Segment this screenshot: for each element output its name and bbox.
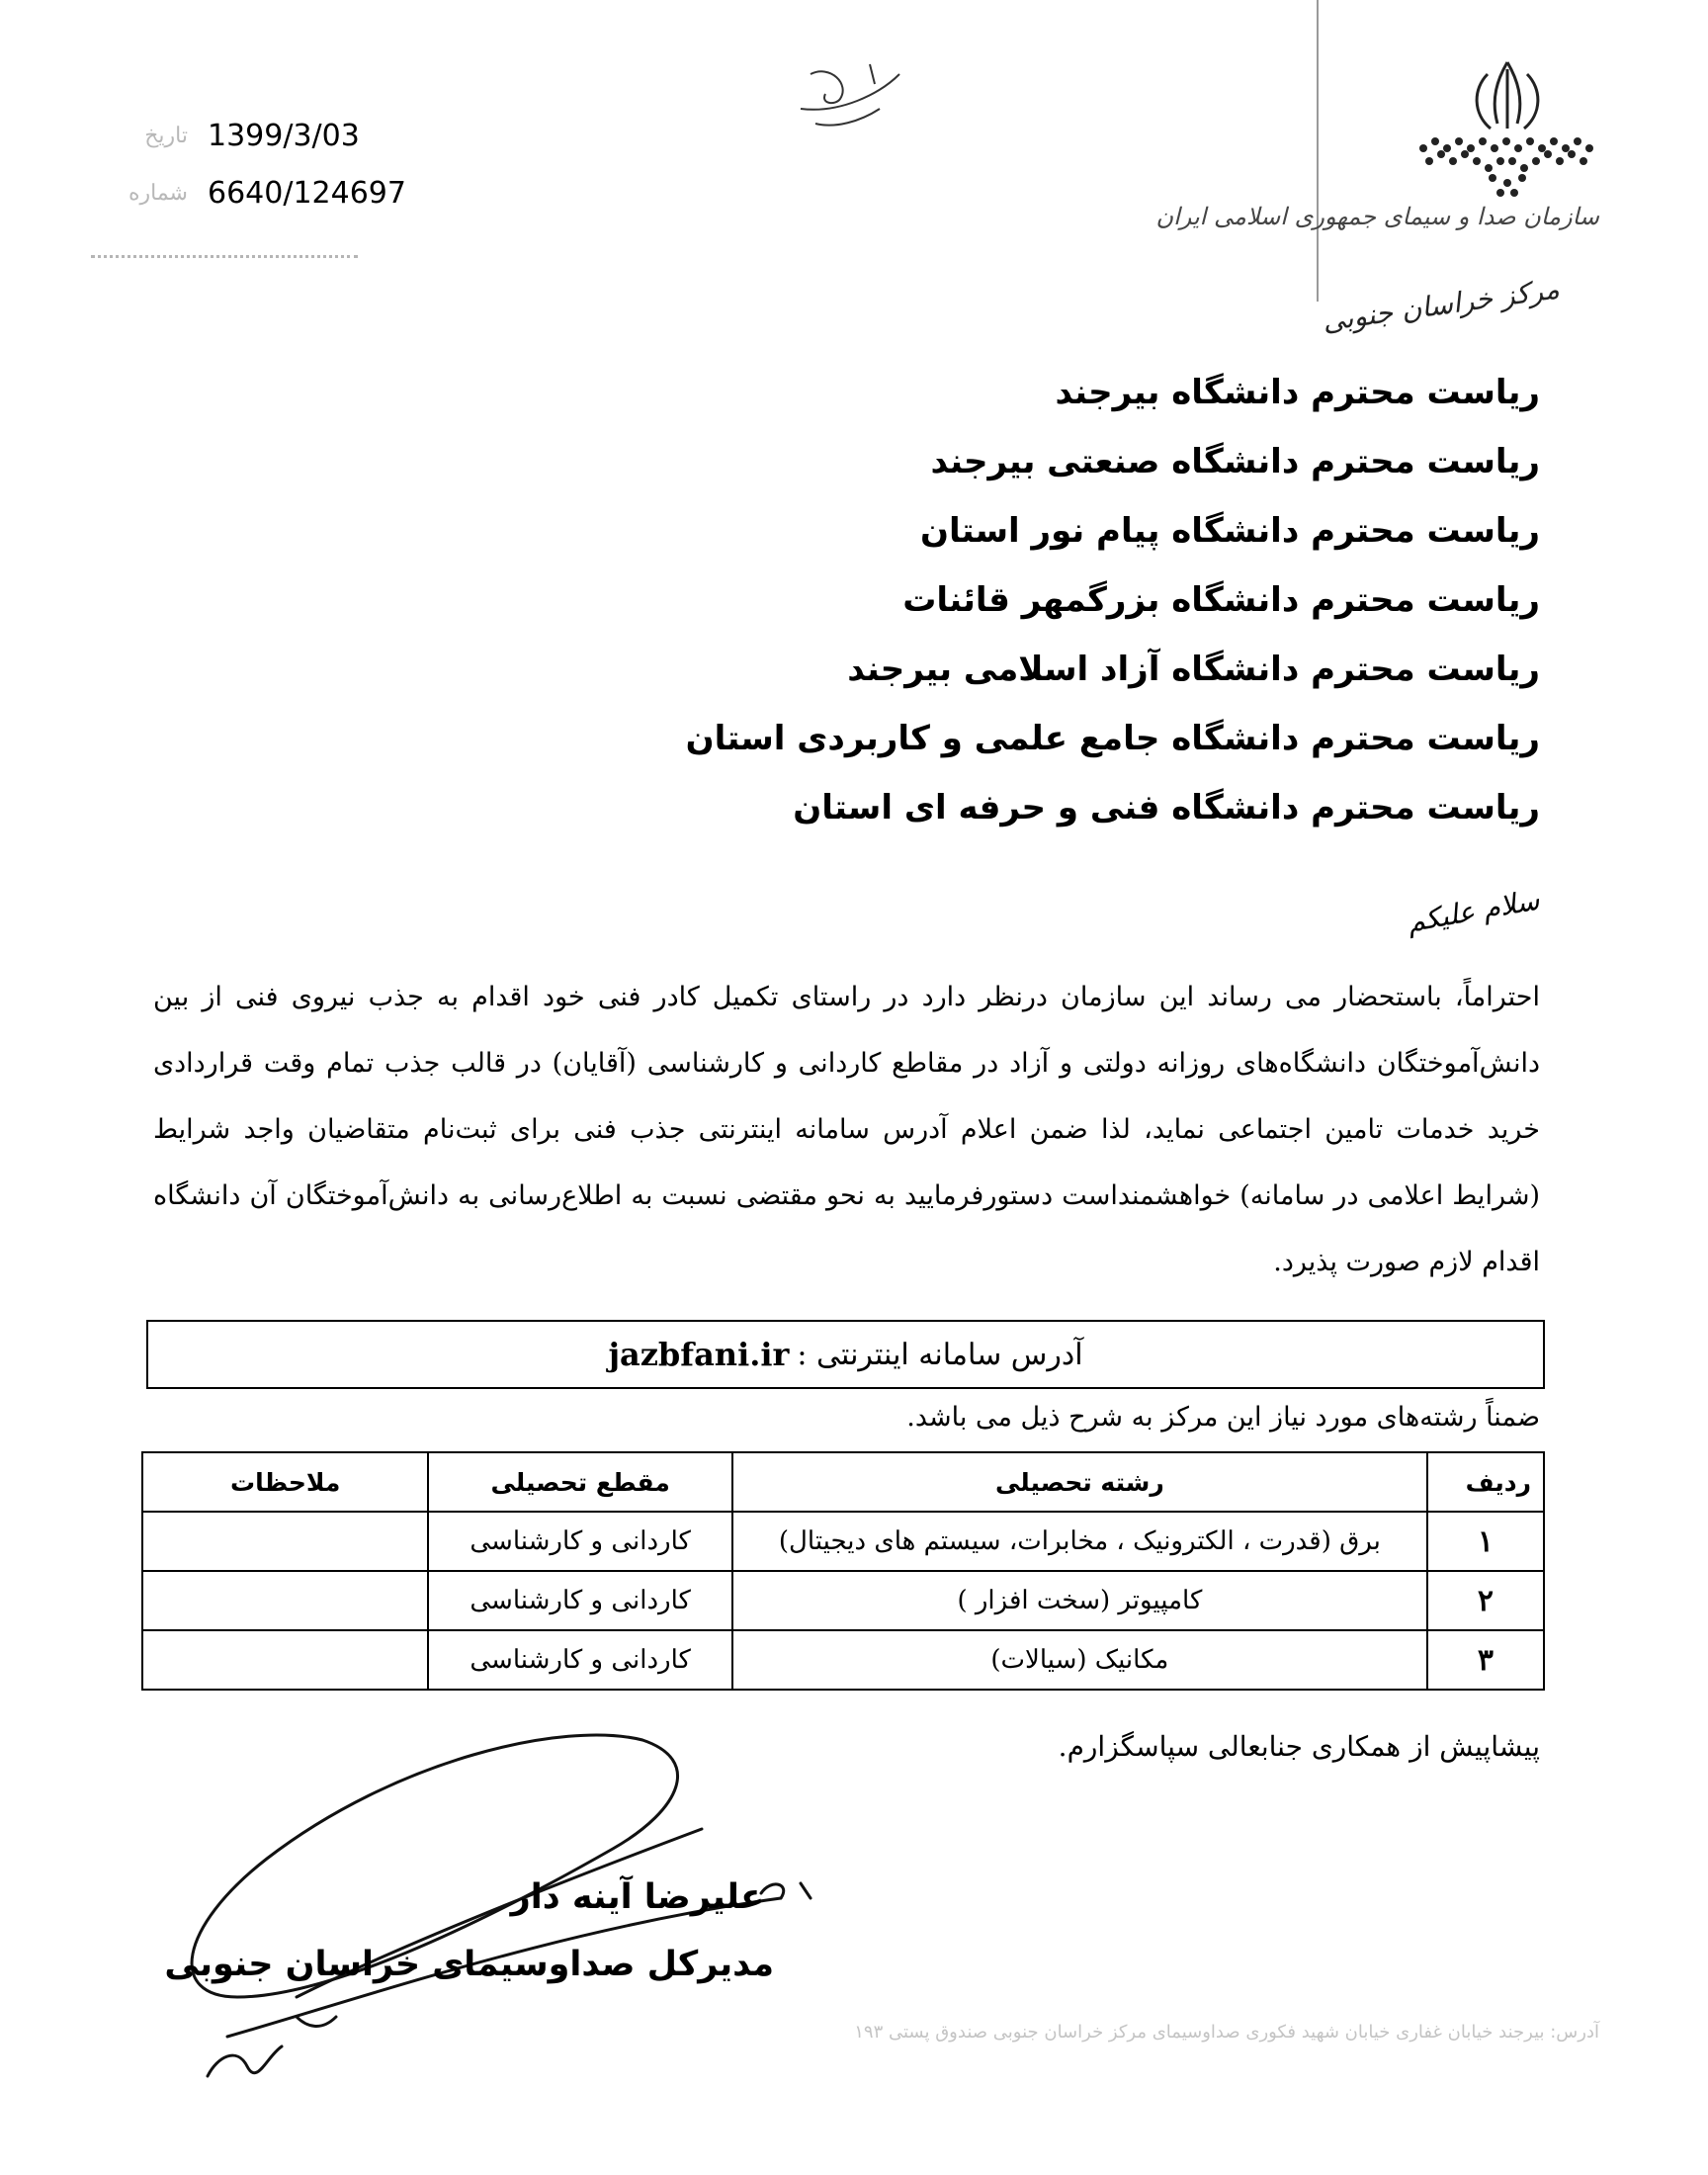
date-value: 1399/3/03 <box>208 119 360 153</box>
row-field: برق (قدرت ، الکترونیک ، مخابرات، سیستم های دیجیتال) <box>732 1512 1427 1571</box>
number-label: شماره <box>128 181 188 206</box>
number-row <box>99 176 406 211</box>
row-notes <box>142 1571 428 1630</box>
signer-name: علیرضا آینه دار <box>510 1877 764 1917</box>
table-row <box>142 1630 1544 1690</box>
center-name: مرکز خراسان جنوبی <box>1320 272 1562 338</box>
recipient: ریاست محترم دانشگاه پیام نور استان <box>919 511 1540 551</box>
row-num: ۳ <box>1427 1630 1544 1690</box>
table-row <box>142 1571 1544 1630</box>
fields-intro: ضمناً رشته‌های مورد نیاز این مرکز به شرح ذیل می باشد. <box>906 1402 1540 1433</box>
date-row <box>99 119 360 153</box>
salutation: سلام علیکم <box>1405 883 1542 939</box>
row-level: کاردانی و کارشناسی <box>428 1512 732 1571</box>
recipients-list <box>686 358 1540 842</box>
recipient: ریاست محترم دانشگاه صنعتی بیرجند <box>930 442 1540 481</box>
closing-line: پیشاپیش از همکاری جنابعالی سپاسگزارم. <box>1058 1730 1540 1763</box>
recipient: ریاست محترم دانشگاه فنی و حرفه ای استان <box>793 788 1540 827</box>
signer-title: مدیرکل صداوسیمای خراسان جنوبی <box>164 1945 774 1984</box>
website-address-box <box>146 1320 1545 1389</box>
table-row <box>142 1512 1544 1571</box>
number-value: 6640/124697 <box>208 176 406 211</box>
header-num: ردیف <box>1427 1452 1544 1512</box>
row-num: ۲ <box>1427 1571 1544 1630</box>
attachment-dotted-line <box>91 255 358 258</box>
recipient: ریاست محترم دانشگاه بزرگمهر قائنات <box>902 580 1540 620</box>
organization-name: سازمان صدا و سیمای جمهوری اسلامی ایران <box>1155 203 1599 230</box>
date-label: تاریخ <box>144 124 188 148</box>
handwritten-note <box>781 54 919 148</box>
header-notes: ملاحظات <box>142 1452 428 1512</box>
website-label: آدرس سامانه اینترنتی : <box>797 1337 1083 1372</box>
row-level: کاردانی و کارشناسی <box>428 1571 732 1630</box>
header-field: رشته تحصیلی <box>732 1452 1427 1512</box>
iran-emblem-icon <box>1404 54 1611 203</box>
signer-block <box>164 1864 774 1998</box>
header-level: مقطع تحصیلی <box>428 1452 732 1512</box>
recipient: ریاست محترم دانشگاه جامع علمی و کاربردی استان <box>685 719 1540 758</box>
row-field: مکانیک (سیالات) <box>732 1630 1427 1690</box>
letter-body: احتراماً، باستحضار می رساند این سازمان درنظر دارد در راستای تکمیل کادر فنی خود اقدام به جذب نیروی فنی از بین دانش‌آموختگان دانشگاه‌های روزانه دولتی و آزاد در مقاطع کاردانی و کارشناسی (آقایان) در قالب جذب تمام وقت قراردادی خرید خدمات تامین اجتماعی نماید، لذا ضمن اعلام آدرس سامانه اینترنتی جذب فنی برای ثبت‌نام متقاضیان واجد شرایط (شرایط اعلامی در سامانه) خواهشمنداست دستورفرمایید به نحو مقتضی نسبت به اطلاع‌رسانی به دانش‌آموختگان آن دانشگاه اقدام لازم صورت پذیرد. <box>153 982 1540 1277</box>
row-notes <box>142 1630 428 1690</box>
footer-address: آدرس: بیرجند خیابان غفاری خیابان شهید فکوری صداوسیمای مرکز خراسان جنوبی صندوق پستی ۱۹۳ <box>854 2022 1599 2043</box>
row-num: ۱ <box>1427 1512 1544 1571</box>
table-header-row <box>142 1452 1544 1512</box>
row-notes <box>142 1512 428 1571</box>
row-level: کاردانی و کارشناسی <box>428 1630 732 1690</box>
header-divider <box>1317 0 1319 302</box>
row-field: کامپیوتر (سخت افزار ) <box>732 1571 1427 1630</box>
recipient: ریاست محترم دانشگاه بیرجند <box>1055 373 1540 412</box>
recipient: ریاست محترم دانشگاه آزاد اسلامی بیرجند <box>847 650 1540 689</box>
website-url: jazbfani.ir <box>608 1336 790 1373</box>
required-fields-table <box>141 1451 1545 1691</box>
